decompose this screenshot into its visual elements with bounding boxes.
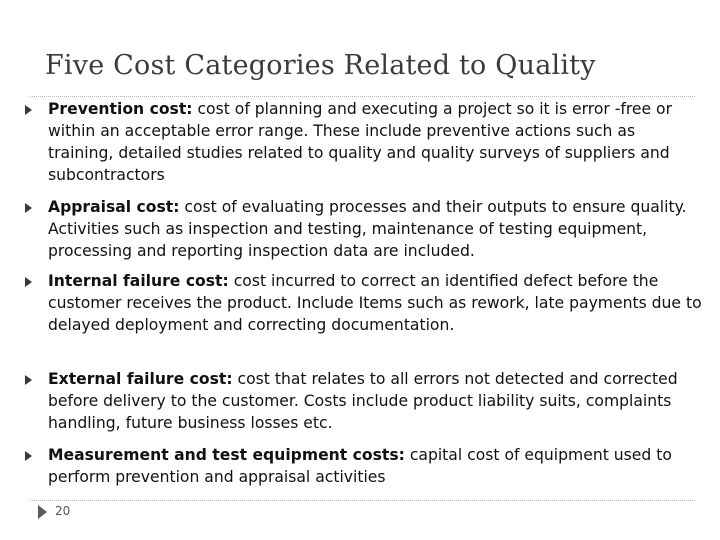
- bullet-arrow-icon: [25, 105, 32, 115]
- bullet-internal-failure-cost: [22, 270, 702, 336]
- bullet-measurement-test-equipment-costs: [22, 444, 702, 488]
- bullet-text: cost of planning and executing a project so it is error -free or within an acceptable error range. These include preventive actions such as training, detailed studies related to quality and quality surveys of suppliers and subcontractors: [48, 100, 673, 184]
- bullet-term: External failure cost:: [48, 370, 233, 388]
- bullet-term: Prevention cost:: [48, 100, 193, 118]
- footer-arrow-icon: [38, 505, 47, 519]
- bullet-arrow-icon: [25, 277, 32, 287]
- bullet-arrow-icon: [25, 451, 32, 461]
- bullet-term: Measurement and test equipment costs:: [48, 446, 405, 464]
- bullet-text: cost incurred to correct an identified defect before the customer receives the product. Include Items such as rework, late payments due to delayed deployment and correcting documentation.: [48, 272, 702, 334]
- page-number: 20: [55, 504, 71, 518]
- bullet-text: capital cost of equipment used to perform prevention and appraisal activities: [48, 446, 672, 486]
- bullet-term: Appraisal cost:: [48, 198, 180, 216]
- bullet-arrow-icon: [25, 203, 32, 213]
- bullet-external-failure-cost: [22, 368, 702, 434]
- slide-title: Five Cost Categories Related to Quality: [45, 50, 596, 81]
- footer-divider: [30, 500, 695, 502]
- bullet-arrow-icon: [25, 375, 32, 385]
- bullet-appraisal-cost: [22, 196, 702, 262]
- bullet-text: cost that relates to all errors not detected and corrected before delivery to the customer. Costs include product liability suits, complaints handling, future business losses etc.: [48, 370, 678, 432]
- bullet-term: Internal failure cost:: [48, 272, 229, 290]
- bullet-prevention-cost: [22, 98, 702, 186]
- bullet-text: cost of evaluating processes and their outputs to ensure quality. Activities such as inspection and testing, maintenance of testing equipment, processing and reporting inspection data are included.: [48, 198, 687, 260]
